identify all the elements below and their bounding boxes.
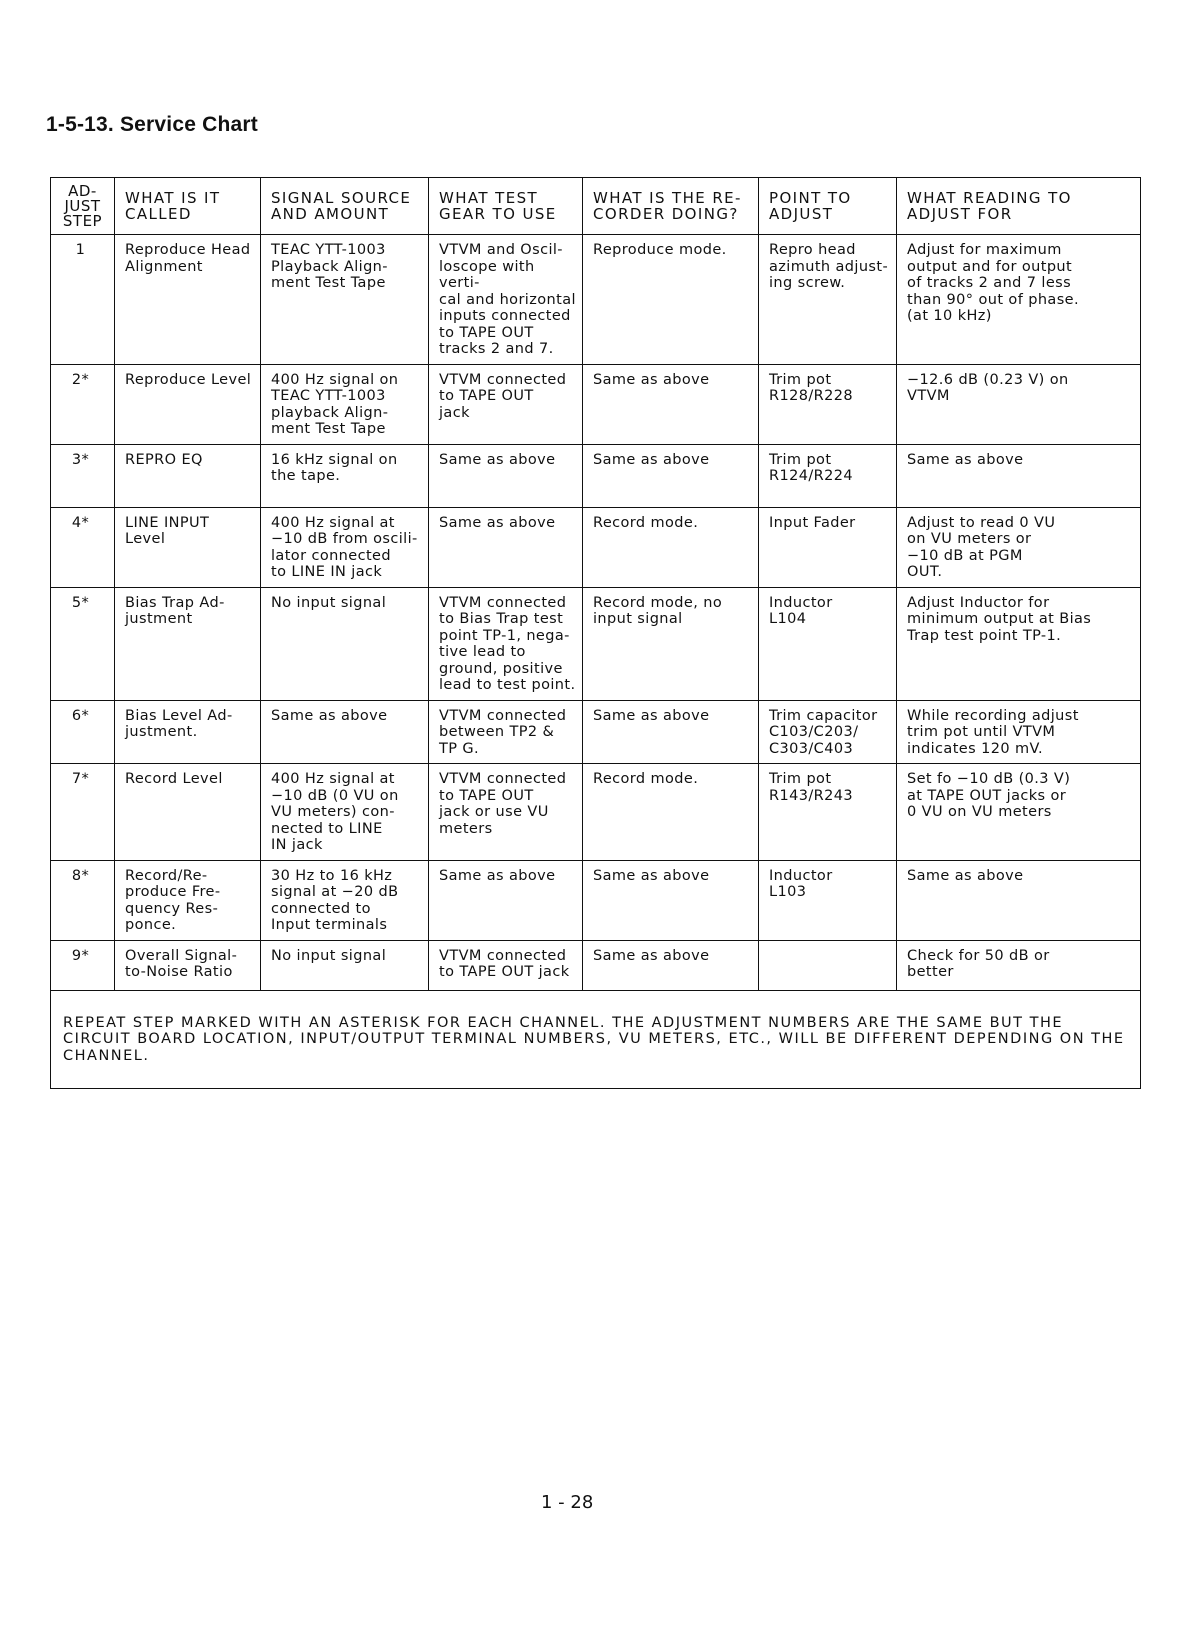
signal-cell: No input signal (261, 940, 429, 990)
step-cell: 5* (51, 587, 115, 700)
table-row (51, 940, 1141, 990)
gear-cell: VTVM connected between TP2 & TP G. (429, 700, 583, 764)
doing-cell: Same as above (583, 444, 759, 507)
step-cell: 6* (51, 700, 115, 764)
point-cell: Trim pot R143/R243 (759, 764, 897, 861)
reading-cell: Set fo −10 dB (0.3 V) at TAPE OUT jacks or 0 VU on VU meters (897, 764, 1141, 861)
page-number: 1 - 28 (541, 1492, 594, 1513)
doing-cell: Record mode. (583, 507, 759, 587)
gear-cell: VTVM connected to TAPE OUT jack (429, 940, 583, 990)
column-header-signal-source: SIGNAL SOURCE AND AMOUNT (261, 178, 429, 235)
signal-cell: 400 Hz signal at −10 dB (0 VU on VU meters) con- nected to LINE IN jack (261, 764, 429, 861)
step-cell: 2* (51, 364, 115, 444)
signal-cell: 16 kHz signal on the tape. (261, 444, 429, 507)
column-header-adjust-step: AD- JUST STEP (51, 178, 115, 235)
doing-cell: Reproduce mode. (583, 235, 759, 365)
gear-cell: Same as above (429, 860, 583, 940)
called-cell: REPRO EQ (115, 444, 261, 507)
step-cell: 1 (51, 235, 115, 365)
gear-cell: Same as above (429, 507, 583, 587)
called-cell: Reproduce Head Alignment (115, 235, 261, 365)
signal-cell: 400 Hz signal at −10 dB from oscili- lator connected to LINE IN jack (261, 507, 429, 587)
channel-repeat-note: REPEAT STEP MARKED WITH AN ASTERISK FOR EACH CHANNEL. THE ADJUSTMENT NUMBERS ARE THE SAME BUT THE CIRCUIT BOARD LOCATION, INPUT/OUTPUT TERMINAL NUMBERS, VU METERS, ETC., WILL BE DIFFERENT DEPENDING ON THE CHANNEL. (51, 990, 1141, 1089)
table-row (51, 364, 1141, 444)
reading-cell: Check for 50 dB or better (897, 940, 1141, 990)
step-cell: 4* (51, 507, 115, 587)
doing-cell: Same as above (583, 700, 759, 764)
reading-cell: Adjust to read 0 VU on VU meters or −10 dB at PGM OUT. (897, 507, 1141, 587)
doing-cell: Same as above (583, 940, 759, 990)
doing-cell: Record mode. (583, 764, 759, 861)
point-cell: Trim pot R128/R228 (759, 364, 897, 444)
step-cell: 8* (51, 860, 115, 940)
point-cell: Inductor L104 (759, 587, 897, 700)
table-header-row (51, 178, 1141, 235)
called-cell: LINE INPUT Level (115, 507, 261, 587)
gear-cell: VTVM and Oscil- loscope with verti- cal and horizontal inputs connected to TAPE OUT tracks 2 and 7. (429, 235, 583, 365)
step-cell: 9* (51, 940, 115, 990)
point-cell (759, 940, 897, 990)
called-cell: Reproduce Level (115, 364, 261, 444)
table-row (51, 587, 1141, 700)
reading-cell: Same as above (897, 860, 1141, 940)
table-row (51, 860, 1141, 940)
note-row (51, 990, 1141, 1089)
gear-cell: VTVM connected to TAPE OUT jack (429, 364, 583, 444)
column-header-reading: WHAT READING TO ADJUST FOR (897, 178, 1141, 235)
point-cell: Trim pot R124/R224 (759, 444, 897, 507)
table-row (51, 507, 1141, 587)
gear-cell: VTVM connected to TAPE OUT jack or use VU meters (429, 764, 583, 861)
point-cell: Trim capacitor C103/C203/ C303/C403 (759, 700, 897, 764)
service-chart-table (50, 177, 1141, 1089)
table-row (51, 764, 1141, 861)
called-cell: Record/Re- produce Fre- quency Res- ponce. (115, 860, 261, 940)
gear-cell: VTVM connected to Bias Trap test point TP-1, nega- tive lead to ground, positive lead to test point. (429, 587, 583, 700)
reading-cell: Adjust for maximum output and for output of tracks 2 and 7 less than 90° out of phase. (at 10 kHz) (897, 235, 1141, 365)
signal-cell: 400 Hz signal on TEAC YTT-1003 playback Align- ment Test Tape (261, 364, 429, 444)
column-header-point-to-adjust: POINT TO ADJUST (759, 178, 897, 235)
table-row (51, 700, 1141, 764)
step-cell: 7* (51, 764, 115, 861)
signal-cell: No input signal (261, 587, 429, 700)
column-header-recorder-doing: WHAT IS THE RE- CORDER DOING? (583, 178, 759, 235)
step-cell: 3* (51, 444, 115, 507)
doing-cell: Same as above (583, 364, 759, 444)
table-row (51, 235, 1141, 365)
reading-cell: −12.6 dB (0.23 V) on VTVM (897, 364, 1141, 444)
reading-cell: While recording adjust trim pot until VTVM indicates 120 mV. (897, 700, 1141, 764)
called-cell: Bias Trap Ad- justment (115, 587, 261, 700)
called-cell: Overall Signal- to-Noise Ratio (115, 940, 261, 990)
gear-cell: Same as above (429, 444, 583, 507)
reading-cell: Adjust Inductor for minimum output at Bias Trap test point TP-1. (897, 587, 1141, 700)
page-title: 1-5-13. Service Chart (46, 113, 258, 136)
column-header-test-gear: WHAT TEST GEAR TO USE (429, 178, 583, 235)
doing-cell: Record mode, no input signal (583, 587, 759, 700)
point-cell: Input Fader (759, 507, 897, 587)
table-row (51, 444, 1141, 507)
reading-cell: Same as above (897, 444, 1141, 507)
called-cell: Record Level (115, 764, 261, 861)
point-cell: Inductor L103 (759, 860, 897, 940)
column-header-what-is-it-called: WHAT IS IT CALLED (115, 178, 261, 235)
signal-cell: TEAC YTT-1003 Playback Align- ment Test Tape (261, 235, 429, 365)
signal-cell: 30 Hz to 16 kHz signal at −20 dB connected to Input terminals (261, 860, 429, 940)
called-cell: Bias Level Ad- justment. (115, 700, 261, 764)
doing-cell: Same as above (583, 860, 759, 940)
point-cell: Repro head azimuth adjust- ing screw. (759, 235, 897, 365)
signal-cell: Same as above (261, 700, 429, 764)
